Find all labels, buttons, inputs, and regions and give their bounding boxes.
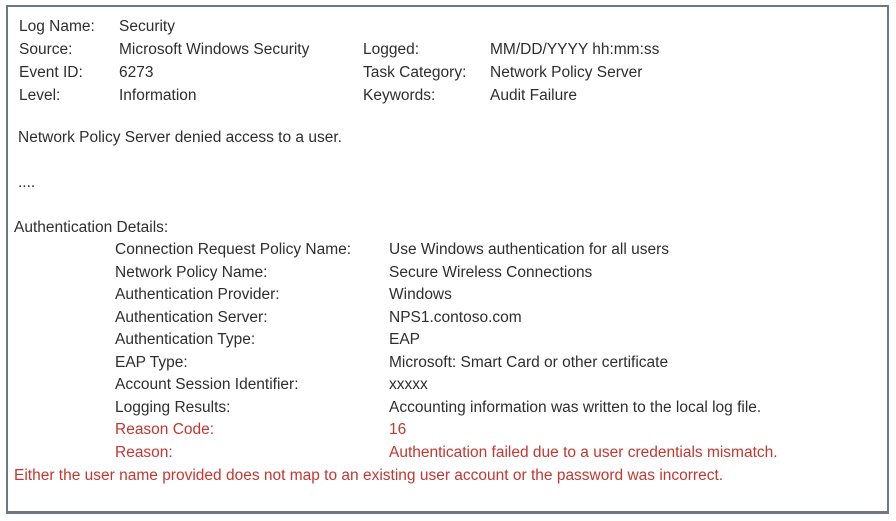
log-name-row: [8, 15, 887, 38]
task-category-label: Task Category:: [363, 64, 467, 81]
eap-type-value: Microsoft: Smart Card or other certificate: [389, 353, 669, 371]
level-value: Information: [119, 87, 197, 104]
authentication-server-value: NPS1.contoso.com: [389, 308, 522, 326]
authentication-type-row: [8, 329, 887, 352]
authentication-details-heading: Authentication Details:: [14, 219, 169, 236]
omitted-text-ellipsis: ....: [18, 174, 36, 191]
connection-request-policy-value: Use Windows authentication for all users: [389, 241, 669, 258]
keywords-label: Keywords:: [363, 87, 436, 104]
eap-type-row: [8, 352, 887, 375]
authentication-provider-row: [8, 284, 887, 307]
header-label-empty: [363, 15, 490, 38]
authentication-type-value: EAP: [389, 331, 421, 348]
reason-label: Reason:: [115, 443, 173, 461]
connection-request-policy-label: Connection Request Policy Name:: [115, 241, 352, 258]
network-policy-name-row: [8, 262, 887, 285]
logged-label: Logged:: [363, 41, 420, 58]
reason-explanation-note: Either the user name provided does not map to an existing user account or the password was incorrect.: [14, 467, 724, 484]
logging-results-row: [8, 397, 887, 420]
eap-type-label: EAP Type:: [115, 353, 188, 371]
log-name-value: Security: [119, 18, 175, 35]
logging-results-value: Accounting information was written to the local log file.: [389, 398, 762, 416]
authentication-server-label: Authentication Server:: [115, 308, 268, 326]
reason-value: Authentication failed due to a user credentials mismatch.: [389, 443, 778, 461]
event-header: [8, 7, 887, 107]
level-label: Level:: [19, 87, 61, 104]
source-value: Microsoft Windows Security: [119, 41, 310, 58]
connection-request-policy-row: [8, 239, 887, 262]
logged-value: MM/DD/YYYY hh:mm:ss: [490, 41, 660, 58]
event-id-task-category-row: [8, 61, 887, 84]
authentication-provider-value: Windows: [389, 286, 452, 303]
reason-code-value: 16: [389, 421, 407, 438]
reason-row: [8, 442, 887, 465]
network-policy-name-label: Network Policy Name:: [115, 263, 268, 281]
event-id-label: Event ID:: [19, 64, 83, 81]
account-session-identifier-value: xxxxx: [389, 376, 428, 393]
event-details-panel: [6, 5, 889, 514]
account-session-identifier-row: [8, 374, 887, 397]
reason-code-row: [8, 419, 887, 442]
logging-results-label: Logging Results:: [115, 398, 231, 416]
log-name-label: Log Name:: [19, 18, 95, 35]
authentication-server-row: [8, 307, 887, 330]
event-description: Network Policy Server denied access to a user.: [18, 129, 342, 146]
network-policy-name-value: Secure Wireless Connections: [389, 263, 593, 281]
authentication-type-label: Authentication Type:: [115, 331, 256, 348]
task-category-value: Network Policy Server: [490, 64, 643, 81]
authentication-provider-label: Authentication Provider:: [115, 286, 280, 303]
source-logged-row: [8, 38, 887, 61]
account-session-identifier-label: Account Session Identifier:: [115, 376, 299, 393]
authentication-details-list: [8, 239, 887, 464]
source-label: Source:: [19, 41, 73, 58]
reason-code-label: Reason Code:: [115, 421, 215, 438]
event-id-value: 6273: [119, 64, 154, 81]
level-keywords-row: [8, 84, 887, 107]
keywords-value: Audit Failure: [490, 87, 578, 104]
header-value-empty: [490, 15, 887, 38]
